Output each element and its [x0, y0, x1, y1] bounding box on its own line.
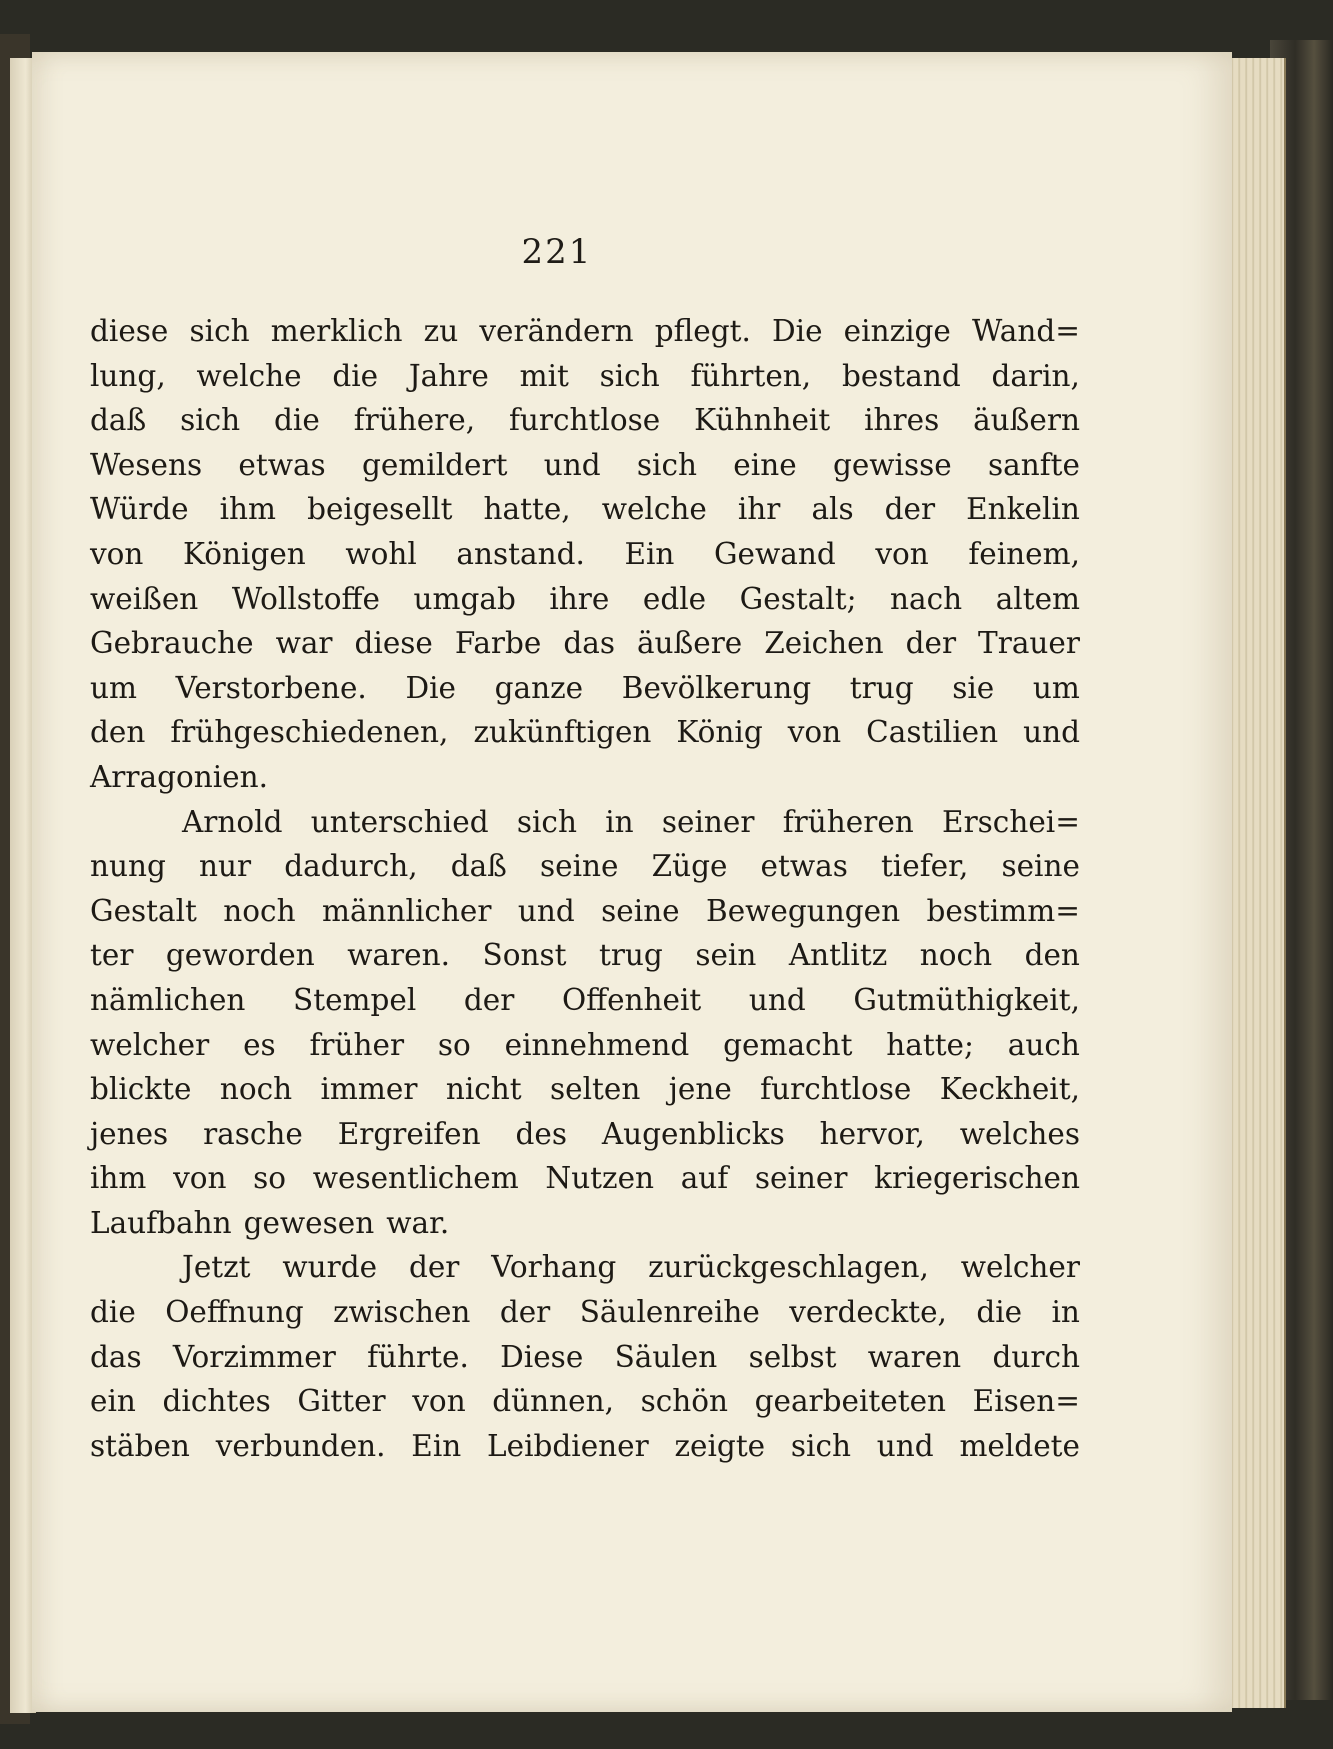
word: auf — [680, 1161, 729, 1196]
word: trug — [598, 938, 663, 973]
word: lung, — [90, 358, 166, 393]
text-line — [90, 1335, 1080, 1380]
text-line — [90, 1201, 1080, 1246]
word: Eisen= — [972, 1384, 1080, 1419]
word: Arragonien. — [90, 759, 269, 794]
word: Keckheit, — [939, 1072, 1080, 1107]
word: edle — [642, 581, 707, 616]
word: Jetzt — [182, 1250, 251, 1285]
word: bestimm= — [926, 893, 1080, 928]
word: Zeichen — [764, 626, 884, 661]
word: selbst — [748, 1339, 837, 1374]
word: mit — [519, 358, 569, 393]
word: waren. — [347, 938, 450, 973]
word: ein — [90, 1384, 136, 1419]
word: unterschied — [310, 804, 489, 839]
word: und — [876, 1428, 934, 1463]
word: ihre — [549, 581, 610, 616]
word: sich — [636, 447, 698, 482]
word: schön — [640, 1384, 729, 1419]
word: nung — [90, 849, 166, 884]
word: Säulenreihe — [579, 1295, 760, 1330]
word: zurückgeschlagen, — [648, 1250, 929, 1285]
word: seiner — [661, 804, 755, 839]
word: gearbeiteten — [754, 1384, 947, 1419]
text-line — [90, 1245, 1080, 1290]
word: von — [787, 715, 842, 750]
word: in — [1051, 1295, 1080, 1330]
text-line — [90, 889, 1080, 934]
word: äußere — [636, 626, 743, 661]
text-line — [90, 800, 1080, 845]
word: frühere, — [353, 403, 476, 438]
word: Bewegungen — [706, 893, 901, 928]
word: sich — [516, 804, 577, 839]
text-line — [90, 309, 1080, 354]
word: wohl — [345, 536, 417, 571]
text-line — [90, 621, 1080, 666]
word: den — [1024, 938, 1080, 973]
word: Castilien — [866, 715, 999, 750]
word: Wand= — [972, 314, 1080, 348]
word: Züge — [651, 849, 728, 884]
word: sich — [599, 358, 660, 393]
word: wurde — [282, 1250, 378, 1285]
word: beigesellt — [307, 492, 453, 527]
word: stäben — [90, 1428, 190, 1463]
text-line — [90, 1067, 1080, 1112]
text-line — [90, 1379, 1080, 1424]
word: ihm — [90, 1161, 147, 1196]
word: seine — [539, 849, 619, 884]
word: weißen — [90, 581, 199, 616]
word: des — [515, 1116, 567, 1151]
word: Sonst — [482, 938, 567, 973]
word: anstand. — [456, 536, 585, 571]
word: verändern — [479, 314, 634, 348]
word: ihr — [737, 492, 781, 527]
word: Trauer — [978, 626, 1080, 661]
word: sich — [189, 314, 250, 348]
word: darin, — [991, 358, 1080, 393]
word: so — [253, 1161, 287, 1196]
word: Gitter — [297, 1384, 386, 1419]
word: Die — [772, 314, 823, 348]
word: die — [332, 358, 379, 393]
word: der — [463, 982, 515, 1017]
word: von — [875, 536, 929, 571]
word: der — [499, 1295, 551, 1330]
word: männlicher — [321, 893, 492, 928]
text-line — [90, 532, 1080, 577]
body-text — [90, 309, 1080, 1468]
word: daß — [450, 849, 507, 884]
word: daß — [90, 403, 147, 438]
word: nämlichen — [90, 982, 246, 1017]
word: der — [884, 492, 936, 527]
word: rasche — [203, 1116, 303, 1151]
text-line — [90, 978, 1080, 1023]
word: tiefer, — [880, 849, 969, 884]
word: Gebrauche — [90, 626, 254, 661]
word: Arnold — [182, 804, 283, 839]
word: meldete — [959, 1428, 1080, 1463]
word: um — [90, 670, 137, 705]
word: führte. — [367, 1339, 469, 1374]
word: der — [905, 626, 957, 661]
word: äußern — [973, 403, 1080, 438]
word: Ergreifen — [337, 1116, 481, 1151]
word: Gestalt; — [739, 581, 857, 616]
word: ihres — [864, 403, 940, 438]
word: welches — [959, 1116, 1080, 1151]
word: Enkelin — [966, 492, 1080, 527]
word: auch — [1007, 1027, 1080, 1062]
word: gemacht — [723, 1027, 853, 1062]
text-line — [90, 1112, 1080, 1157]
text-line — [90, 710, 1080, 755]
word: Wesens — [90, 447, 203, 482]
word: Vorzimmer — [172, 1339, 336, 1374]
word: welche — [196, 358, 302, 393]
word: Stempel — [293, 982, 417, 1017]
word: die — [976, 1295, 1023, 1330]
word: gewisse — [832, 447, 952, 482]
text-line — [90, 354, 1080, 399]
word: seine — [1001, 849, 1080, 884]
word: als — [811, 492, 854, 527]
word: ter — [90, 938, 134, 973]
word: war. — [386, 1205, 450, 1240]
word: Nutzen — [545, 1161, 655, 1196]
word: immer — [320, 1072, 418, 1107]
word: König — [676, 715, 763, 750]
word: Gewand — [713, 536, 836, 571]
word: nur — [199, 849, 252, 884]
word: jene — [668, 1072, 732, 1107]
word: Augenblicks — [601, 1116, 785, 1151]
word: verbunden. — [215, 1428, 386, 1463]
word: seiner — [754, 1161, 848, 1196]
page-number: 221 — [521, 232, 593, 272]
word: ihm — [219, 492, 277, 527]
word: waren — [867, 1339, 962, 1374]
word: diese — [354, 626, 433, 661]
word: nicht — [445, 1072, 522, 1107]
text-line — [90, 666, 1080, 711]
word: durch — [992, 1339, 1080, 1374]
word: noch — [223, 893, 296, 928]
word: von — [90, 536, 144, 571]
word: Verstorbene. — [175, 670, 367, 705]
word: und — [543, 447, 601, 482]
text-line — [90, 1424, 1080, 1469]
word: hatte, — [483, 492, 571, 527]
word: verdeckte, — [789, 1295, 947, 1330]
word: furchtlose — [509, 403, 661, 438]
word: Ein — [411, 1428, 462, 1463]
word: etwas — [760, 849, 848, 884]
word: Die — [405, 670, 457, 705]
word: welche — [601, 492, 707, 527]
word: frühgeschiedenen, — [170, 715, 449, 750]
word: selten — [550, 1072, 641, 1107]
word: von — [173, 1161, 227, 1196]
book-page — [32, 52, 1232, 1712]
word: merklich — [270, 314, 403, 348]
word: geworden — [165, 938, 315, 973]
word: führten, — [690, 358, 812, 393]
word: das — [563, 626, 615, 661]
word: Laufbahn — [90, 1205, 232, 1240]
text-line — [90, 844, 1080, 889]
word: pflegt. — [654, 314, 751, 348]
word: Farbe — [454, 626, 542, 661]
word: den — [90, 715, 146, 750]
word: einnehmend — [504, 1027, 690, 1062]
word: das — [90, 1339, 142, 1374]
word: dichtes — [162, 1384, 271, 1419]
word: gemildert — [361, 447, 508, 482]
word: Antlitz — [788, 938, 888, 973]
word: die — [90, 1295, 136, 1330]
word: Bevölkerung — [621, 670, 812, 705]
word: diese — [90, 314, 169, 348]
word: der — [408, 1250, 460, 1285]
word: umgab — [413, 581, 516, 616]
word: Diese — [500, 1339, 584, 1374]
text-line — [90, 577, 1080, 622]
word: dadurch, — [284, 849, 418, 884]
word: Leibdiener — [487, 1428, 649, 1463]
word: früheren — [782, 804, 914, 839]
text-line — [90, 398, 1080, 443]
text-line — [90, 487, 1080, 532]
word: altem — [995, 581, 1080, 616]
text-line — [90, 933, 1080, 978]
word: war — [275, 626, 333, 661]
word: dünnen, — [492, 1384, 615, 1419]
word: Königen — [183, 536, 306, 571]
word: wesentlichem — [312, 1161, 519, 1196]
word: sein — [695, 938, 757, 973]
word: zukünftigen — [473, 715, 652, 750]
word: sich — [790, 1428, 852, 1463]
word: sie — [952, 670, 995, 705]
word: bestand — [841, 358, 961, 393]
word: welcher — [90, 1027, 210, 1062]
word: trug — [849, 670, 914, 705]
word: und — [517, 893, 575, 928]
word: Ein — [624, 536, 675, 571]
word: gewesen — [243, 1205, 375, 1240]
word: Würde — [90, 492, 189, 527]
word: Gutmüthigkeit, — [853, 982, 1080, 1017]
word: nach — [890, 581, 963, 616]
word: Jahre — [408, 358, 489, 393]
word: einzige — [843, 314, 951, 348]
word: früher — [309, 1027, 405, 1062]
word: zeigte — [674, 1428, 766, 1463]
word: Säulen — [614, 1339, 718, 1374]
word: ganze — [494, 670, 584, 705]
word: um — [1032, 670, 1080, 705]
word: sanfte — [987, 447, 1080, 482]
word: die — [274, 403, 320, 438]
word: eine — [733, 447, 797, 482]
word: zwischen — [333, 1295, 471, 1330]
word: hatte; — [886, 1027, 974, 1062]
word: Wollstoffe — [231, 581, 380, 616]
word: Offenheit — [561, 982, 702, 1017]
word: so — [437, 1027, 471, 1062]
word: Gestalt — [90, 893, 197, 928]
word: Vorhang — [491, 1250, 617, 1285]
word: seine — [601, 893, 680, 928]
word: furchtlose — [760, 1072, 912, 1107]
text-line — [90, 1156, 1080, 1201]
word: blickte — [90, 1072, 192, 1107]
word: und — [1023, 715, 1080, 750]
word: kriegerischen — [874, 1161, 1080, 1196]
word: Erschei= — [942, 804, 1080, 839]
word: von — [412, 1384, 466, 1419]
word: und — [748, 982, 806, 1017]
text-line — [90, 1290, 1080, 1335]
text-line — [90, 443, 1080, 488]
word: jenes — [90, 1116, 169, 1151]
word: hervor, — [819, 1116, 925, 1151]
word: sich — [180, 403, 241, 438]
word: Kühnheit — [694, 403, 831, 438]
word: Oeffnung — [165, 1295, 304, 1330]
word: es — [243, 1027, 276, 1062]
word: zu — [423, 314, 459, 348]
word: feinem, — [968, 536, 1080, 571]
word: noch — [919, 938, 993, 973]
text-line — [90, 1023, 1080, 1068]
word: noch — [219, 1072, 293, 1107]
word: welcher — [960, 1250, 1080, 1285]
word: in — [605, 804, 634, 839]
word: etwas — [238, 447, 326, 482]
text-line — [90, 755, 1080, 800]
